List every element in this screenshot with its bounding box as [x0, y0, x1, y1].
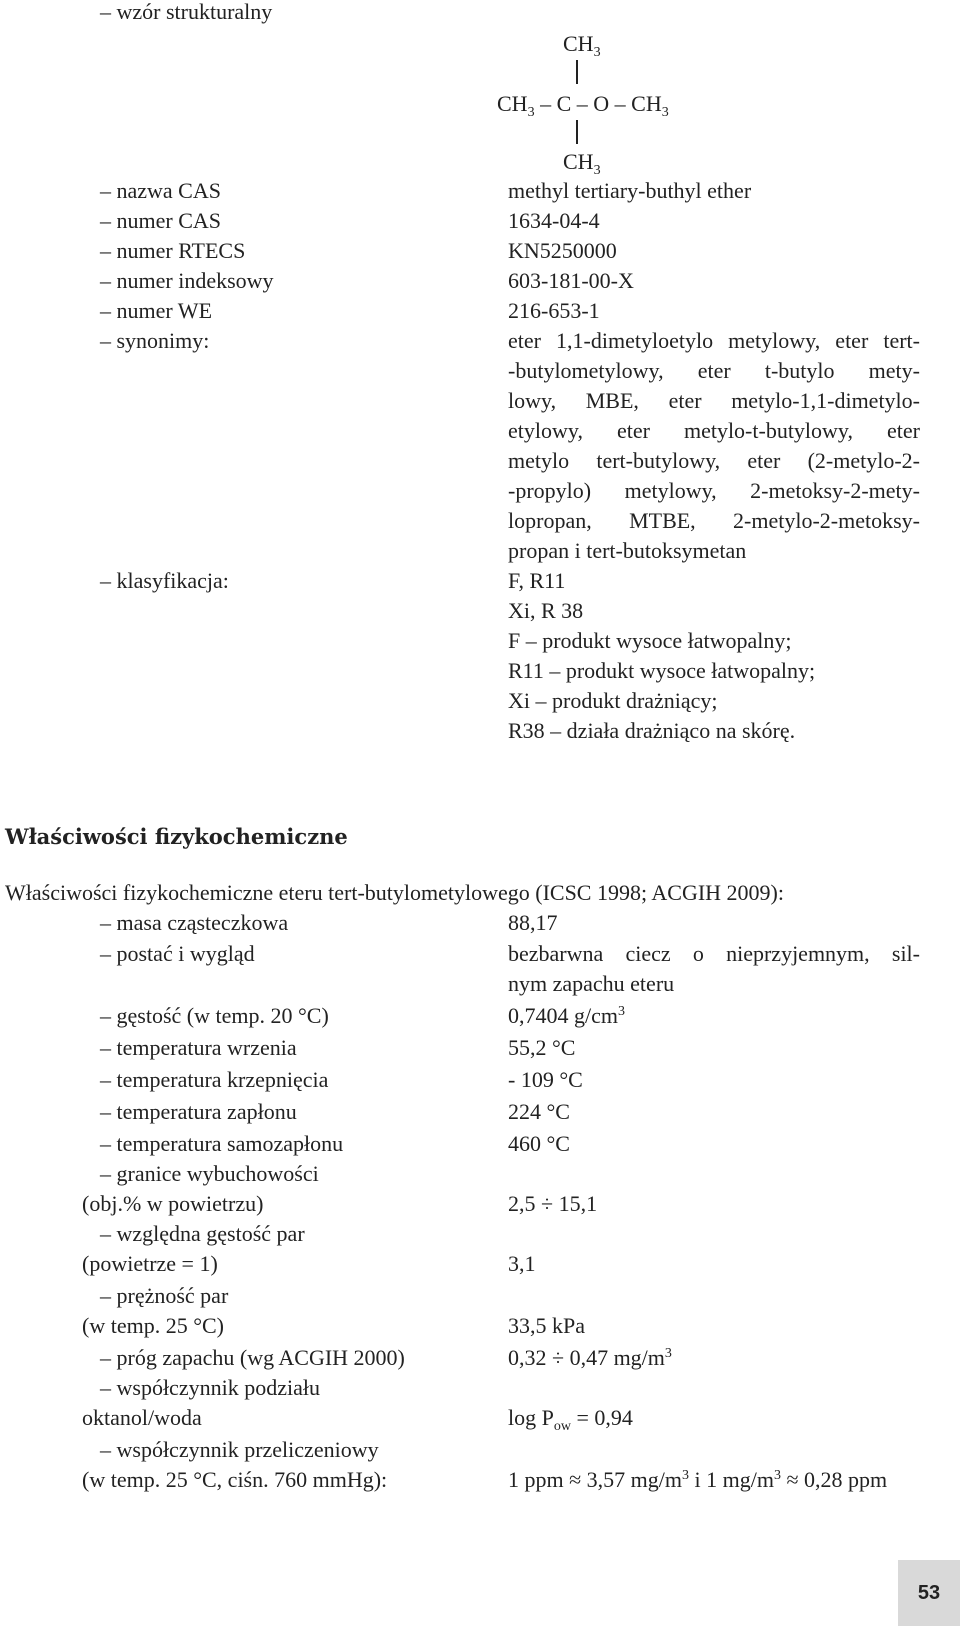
- density-value: 0,7404 $g/cm^3$: [508, 1003, 625, 1028]
- synonyms-line: -butylometylowy, eter t-butylo mety-: [508, 358, 920, 383]
- vapor-pressure-label: – prężność par: [100, 1283, 229, 1308]
- boiling-point-label: – temperatura wrzenia: [100, 1035, 297, 1060]
- appearance-value: bezbarwna ciecz o nieprzyjemnym, sil-: [508, 941, 920, 966]
- odor-threshold-value: 0,32 ÷ 0,47 $mg/m^3$: [508, 1345, 672, 1370]
- index-number-value: 603-181-00-X: [508, 268, 634, 293]
- we-number-value: 216-653-1: [508, 298, 600, 323]
- we-number-label: – numer WE: [100, 298, 213, 323]
- formula-bottom-group: $CH_3$: [563, 149, 601, 178]
- molar-mass-label: – masa cząsteczkowa: [100, 910, 289, 935]
- boiling-point-value: 55,2 °C: [508, 1035, 576, 1060]
- flash-point-label: – temperatura zapłonu: [100, 1099, 297, 1124]
- freezing-point-value: - 109 °C: [508, 1067, 583, 1092]
- freezing-point-label: – temperatura krzepnięcia: [100, 1067, 329, 1092]
- page-number-badge: [898, 1560, 960, 1626]
- appearance-label: – postać i wygląd: [100, 941, 255, 966]
- rtecs-value: KN5250000: [508, 238, 617, 263]
- formula-bond-lower: [576, 120, 578, 144]
- cas-name-label: – nazwa CAS: [100, 178, 221, 203]
- explosive-limits-label: – granice wybuchowości: [100, 1161, 319, 1186]
- classification-line: R38 – działa drażniąco na skórę.: [508, 718, 796, 743]
- appearance-value: nym zapachu eteru: [508, 971, 675, 996]
- partition-coefficient-label: oktanol/woda: [82, 1405, 202, 1430]
- synonyms-line: -propylo) metylowy, 2-metoksy-2-mety-: [508, 478, 920, 503]
- synonyms-line: lopropan, MTBE, 2-metylo-2-metoksy-: [508, 508, 920, 533]
- classification-line: F – produkt wysoce łatwopalny;: [508, 628, 792, 653]
- page-number: 53: [917, 1581, 941, 1604]
- formula-main-chain: $CH_3$ – C – O – $CH_3$: [497, 91, 669, 120]
- classification-label: – klasyfikacja:: [100, 568, 229, 593]
- synonyms-label: – synonimy:: [100, 328, 210, 353]
- vapor-pressure-label: (w temp. 25 °C): [82, 1313, 225, 1338]
- section-intro: Właściwości fizykochemiczne eteru tert-butylometylowego (ICSC 1998; ACGIH 2009):: [5, 880, 784, 905]
- section-heading: Właściwości fizykochemiczne: [5, 824, 348, 849]
- autoignition-label: – temperatura samozapłonu: [100, 1131, 344, 1156]
- density-label: – gęstość (w temp. 20 °C): [100, 1003, 329, 1028]
- cas-number-label: – numer CAS: [100, 208, 221, 233]
- index-number-label: – numer indeksowy: [100, 268, 274, 293]
- classification-line: F, R11: [508, 568, 566, 593]
- conversion-factor-label: (w temp. 25 °C, ciśn. 760 mmHg):: [82, 1467, 388, 1492]
- vapor-density-label: (powietrze = 1): [82, 1251, 218, 1276]
- vapor-density-value: 3,1: [508, 1251, 536, 1276]
- cas-name-value: methyl tertiary-buthyl ether: [508, 178, 752, 203]
- structural-formula-label: – wzór strukturalny: [100, 0, 273, 24]
- synonyms-line: lowy, MBE, eter metylo-1,1-dimetylo-: [508, 388, 920, 413]
- rtecs-label: – numer RTECS: [100, 238, 246, 263]
- cas-number-value: 1634-04-4: [508, 208, 600, 233]
- classification-line: Xi – produkt drażniący;: [508, 688, 718, 713]
- autoignition-value: 460 °C: [508, 1131, 570, 1156]
- synonyms-line: metylo tert-butylowy, eter (2-metylo-2-: [508, 448, 920, 473]
- molar-mass-value: 88,17: [508, 910, 558, 935]
- vapor-density-label: – względna gęstość par: [100, 1221, 305, 1246]
- classification-line: Xi, R 38: [508, 598, 584, 623]
- formula-top-group: $CH_3$: [563, 31, 601, 60]
- flash-point-value: 224 °C: [508, 1099, 570, 1124]
- conversion-factor-value: 1 ppm ≈ 3,57 $mg/m^3$ i 1 $mg/m^3 \approx 0,28$ ppm: [508, 1467, 888, 1492]
- odor-threshold-label: – próg zapachu (wg ACGIH 2000): [100, 1345, 405, 1370]
- partition-coefficient-label: – współczynnik podziału: [100, 1375, 320, 1400]
- explosive-limits-value: 2,5 ÷ 15,1: [508, 1191, 598, 1216]
- partition-coefficient-value: $\log P_{ow} = 0,94$: [508, 1405, 633, 1434]
- conversion-factor-label: – współczynnik przeliczeniowy: [100, 1437, 379, 1462]
- synonyms-line: propan i tert-butoksymetan: [508, 538, 747, 563]
- explosive-limits-label: (obj.% w powietrzu): [82, 1191, 264, 1216]
- synonyms-line: etylowy, eter metylo-t-butylowy, eter: [508, 418, 920, 443]
- synonyms-line: eter 1,1-dimetyloetylo metylowy, eter tert-: [508, 328, 920, 353]
- vapor-pressure-value: 33,5 kPa: [508, 1313, 585, 1338]
- classification-line: R11 – produkt wysoce łatwopalny;: [508, 658, 816, 683]
- formula-bond-upper: [576, 60, 578, 84]
